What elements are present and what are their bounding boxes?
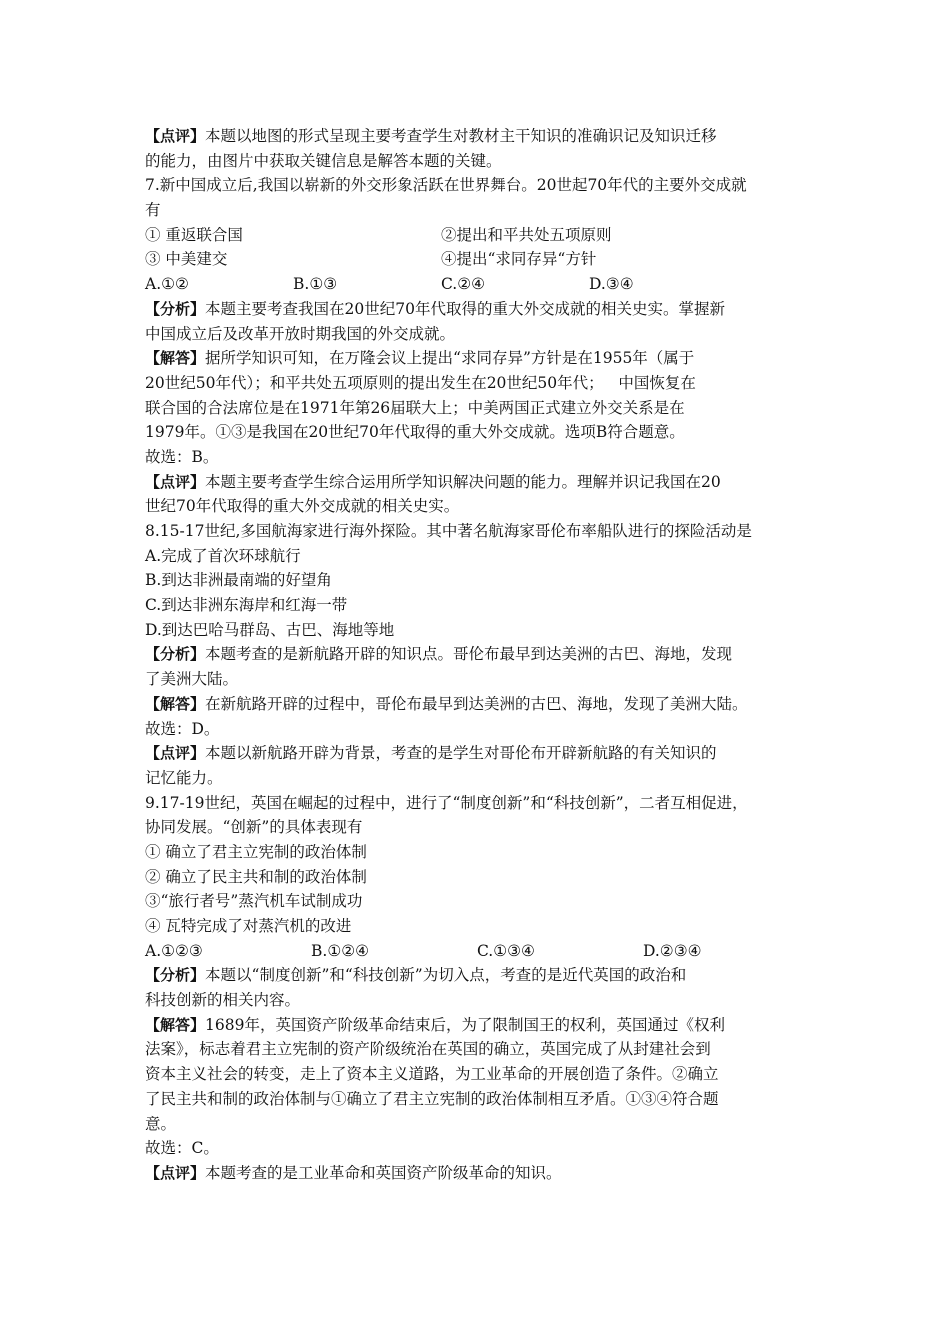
answer-line: 联合国的合法席位是在1971年第26届联大上；中美两国正式建立外交关系是在	[145, 398, 685, 417]
comment-line: 【点评】本题以地图的形式呈现主要考查学生对教材主干知识的准确识记及知识迁移	[145, 127, 717, 145]
item-3: ③ 中美建交	[145, 250, 228, 269]
answer-line: 【解答】在新航路开辟的过程中，哥伦布最早到达美洲的古巴、海地，发现了美洲大陆。	[145, 694, 748, 713]
analysis-line: 了美洲大陆。	[145, 670, 239, 689]
option-d: D.到达巴哈马群岛、古巴、海地等地	[145, 620, 395, 639]
answer-line: 法案》，标志着君主立宪制的资产阶级统治在英国的确立，英国完成了从封建社会到	[145, 1040, 711, 1059]
result-line: 故选：D。	[145, 719, 220, 738]
analysis-line: 【分析】本题考查的是新航路开辟的知识点。哥伦布最早到达美洲的古巴、海地，发现	[145, 645, 733, 664]
question-7-items	[145, 247, 821, 272]
choice-b: B.①②④	[311, 941, 370, 960]
answer-line: 资本主义社会的转变，走上了资本主义道路，为工业革命的开展创造了条件。②确立	[145, 1065, 719, 1084]
question-7-stem: 有	[145, 201, 161, 220]
option-c: C.到达非洲东海岸和红海一带	[145, 596, 348, 615]
comment-line: 【点评】本题以新航路开辟为背景，考查的是学生对哥伦布开辟新航路的有关知识的	[145, 744, 717, 763]
analysis-tag: 【分析】	[145, 299, 206, 318]
analysis-line: 中国成立后及改革开放时期我国的外交成就。	[145, 324, 456, 343]
comment-tag: 【点评】	[145, 744, 206, 763]
answer-line: 1979年。①③是我国在20世纪70年代取得的重大外交成就。选项B符合题意。	[145, 423, 685, 442]
answer-line: 【解答】据所学知识可知，在万隆会议上提出“求同存异”方针是在1955年（属于	[145, 349, 695, 368]
answer-line: 了民主共和制的政治体制与①确立了君主立宪制的政治体制相互矛盾。①③④符合题	[145, 1089, 719, 1108]
result-line: 故选：B。	[145, 447, 219, 466]
comment-line: 世纪70年代取得的重大外交成就的相关史实。	[145, 497, 460, 516]
choice-a: A.①②	[145, 275, 189, 294]
answer-tag: 【解答】	[145, 694, 206, 713]
comment-tag: 【点评】	[145, 127, 206, 145]
question-7-stem: 7.新中国成立后,我国以崭新的外交形象活跃在世界舞台。20世起70年代的主要外交成就	[145, 176, 747, 195]
document-body	[145, 124, 821, 1186]
answer-line: 意。	[145, 1114, 177, 1133]
question-9-stem: 9.17-19世纪，英国在崛起的过程中，进行了“制度创新”和“科技创新”，二者互相促进，	[145, 793, 748, 812]
answer-line: 【解答】1689年，英国资产阶级革命结束后，为了限制国王的权利，英国通过《权利	[145, 1015, 725, 1034]
answer-tag: 【解答】	[145, 349, 206, 368]
comment-tag: 【点评】	[145, 472, 206, 491]
option-a: A.完成了首次环球航行	[145, 546, 301, 565]
result-line: 故选：C。	[145, 1139, 219, 1158]
comment-tag: 【点评】	[145, 1163, 206, 1182]
choice-c: C.②④	[441, 275, 486, 294]
comment-line: 的能力，由图片中获取关键信息是解答本题的关键。	[145, 151, 502, 170]
choice-a: A.①②③	[145, 941, 203, 960]
analysis-line: 【分析】本题以“制度创新”和“科技创新”为切入点，考查的是近代英国的政治和	[145, 966, 687, 985]
question-7-items	[145, 223, 821, 248]
question-9-choices	[145, 939, 821, 964]
question-7-choices	[145, 272, 821, 297]
analysis-line: 【分析】本题主要考查我国在20世纪70年代取得的重大外交成就的相关史实。掌握新	[145, 299, 725, 318]
analysis-tag: 【分析】	[145, 966, 206, 985]
comment-line: 【点评】本题主要考查学生综合运用所学知识解决问题的能力。理解并识记我国在20	[145, 472, 721, 491]
question-9-stem: 协同发展。“创新”的具体表现有	[145, 818, 363, 837]
choice-d: D.②③④	[643, 941, 702, 960]
choice-d: D.③④	[589, 275, 634, 294]
answer-tag: 【解答】	[145, 1015, 206, 1034]
item-4: ④ 瓦特完成了对蒸汽机的改进	[145, 917, 352, 935]
item-1: ① 重返联合国	[145, 225, 243, 244]
item-1: ① 确立了君主立宪制的政治体制	[145, 842, 367, 861]
analysis-line: 科技创新的相关内容。	[145, 991, 301, 1010]
answer-line: 20世纪50年代）；和平共处五项原则的提出发生在20世纪50年代； 中国恢复在	[145, 373, 696, 392]
choice-b: B.①③	[293, 275, 338, 294]
analysis-tag: 【分析】	[145, 645, 206, 664]
item-3: ③“旅行者号”蒸汽机车试制成功	[145, 892, 363, 911]
item-2: ② 确立了民主共和制的政治体制	[145, 867, 367, 886]
option-b: B.到达非洲最南端的好望角	[145, 571, 332, 590]
comment-line: 记忆能力。	[145, 768, 223, 787]
comment-line: 【点评】本题考查的是工业革命和英国资产阶级革命的知识。	[145, 1163, 562, 1182]
choice-c: C.①③④	[477, 941, 535, 960]
item-4: ④提出“求同存异“方针	[441, 250, 597, 269]
item-2: ②提出和平共处五项原则	[441, 225, 612, 244]
question-8-stem: 8.15-17世纪,多国航海家进行海外探险。其中著名航海家哥伦布率船队进行的探险活动是	[145, 522, 752, 540]
